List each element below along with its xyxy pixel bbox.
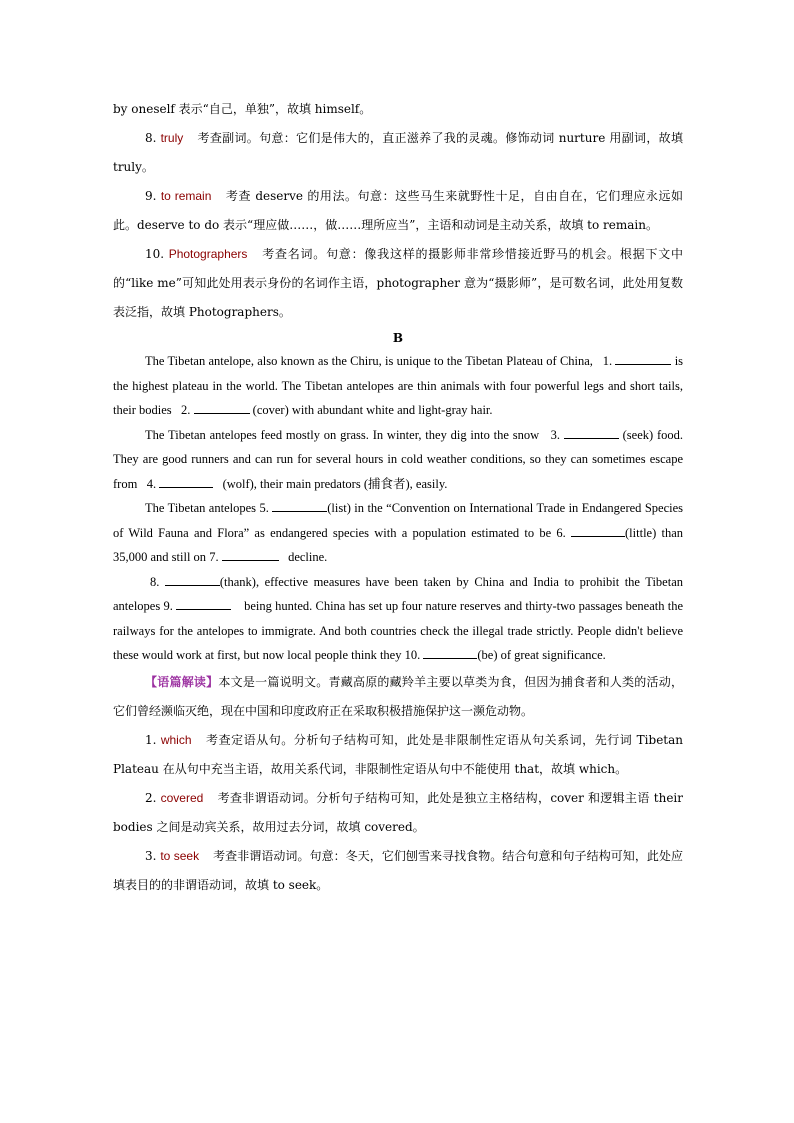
- blank-10[interactable]: [423, 648, 477, 659]
- document-page: [113, 95, 683, 900]
- blank-2[interactable]: [194, 403, 250, 414]
- blank-3[interactable]: [564, 428, 619, 439]
- blank-1[interactable]: [615, 354, 671, 365]
- blank-number-8: 8.: [150, 574, 160, 589]
- passage-paragraph-4: 8. (thank), effective measures have been taken by China and India to prohibit the Tibetan antelopes 9. being hunted. China has set up four nature reserves and thirty-two passages beneath the railways for the antelopes to immigrate. And both countries check the illegal trade strictly. People didn't believe these would work at first, but now local people think they 10. (be) of great significance.: [113, 574, 684, 662]
- explanation-text: 考查定语从句。分析句子结构可知，此处是非限制性定语从句关系词，先行词 Tibetan Plateau 在从句中充当主语，故用关系代词，非限制性定语从句中不能使用 that，故填 which。: [113, 732, 684, 776]
- blank-5[interactable]: [272, 501, 327, 512]
- answer-text: to remain: [160, 189, 212, 203]
- blank-7[interactable]: [222, 550, 279, 561]
- blank-9[interactable]: [176, 599, 231, 610]
- item-number: 3.: [145, 848, 161, 863]
- explanation-text: 考查非谓语动词。句意：冬天，它们刨雪来寻找食物。结合句意和句子结构可知，此处应填表目的的非谓语动词，故填 to seek。: [113, 848, 683, 892]
- analysis-intro: 本文是一篇说明文。青藏高原的藏羚羊主要以草类为食，但因为捕食者和人类的活动，它们曾经濒临灭绝，现在中国和印度政府正在采取积极措施保护这一濒危动物。: [113, 674, 683, 718]
- answer-text: covered: [160, 790, 204, 805]
- answer-text: Photographers: [168, 247, 248, 261]
- blank-number-6: 6.: [556, 525, 566, 540]
- blank-4[interactable]: [159, 477, 213, 488]
- blank-8[interactable]: [165, 575, 220, 586]
- blank-6[interactable]: [571, 526, 625, 537]
- answer-item-9: [113, 182, 683, 240]
- explanation-text: 考查非谓语动词。分析句子结构可知，此处是独立主格结构，cover 和逻辑主语 their bodies 之间是动宾关系，故用过去分词，故填 covered。: [113, 790, 684, 834]
- blank-number-10: 10.: [404, 648, 421, 662]
- passage-paragraph-2: The Tibetan antelopes feed mostly on grass. In winter, they dig into the snow 3. (seek) food. They are good runners and can run for several hours in cold weather conditions, so they can sometimes escape from 4. (wolf), their main predators (捕食者), easily.: [113, 427, 684, 491]
- item-number: 1.: [145, 732, 161, 747]
- blank-number-4: 4.: [146, 476, 157, 491]
- blank-number-3: 3.: [550, 427, 560, 442]
- answer-line-himself: by oneself 表示“自己，单独”，故填 himself。: [113, 102, 372, 116]
- blank-number-7: 7.: [209, 550, 219, 564]
- blank-number-9: 9.: [163, 599, 173, 613]
- analysis-item-1: [113, 726, 683, 784]
- analysis-item-2: [113, 784, 683, 842]
- explanation-text: 考查副词。句意：它们是伟大的，直正滋养了我的灵魂。修饰动词 nurture 用副词，故填 truly。: [113, 131, 683, 174]
- item-number: 2.: [145, 790, 161, 805]
- passage-paragraph-1: The Tibetan antelope, also known as the Chiru, is unique to the Tibetan Plateau of China, 1. is the highest plateau in the world. The Tibetan antelopes are thin animals with four powerful legs and short tails, their bodies 2. (cover) with abundant white and light-gray hair.: [113, 354, 684, 417]
- explanation-text: 考查 deserve 的用法。句意：这些马生来就野性十足，自由自在，它们理应永远如此。deserve to do 表示“理应做……，做……理所应当”，主语和动词是主动关系，故填 to remain。: [113, 189, 683, 232]
- analysis-item-3: [113, 842, 683, 900]
- analysis-tag: 【语篇解读】: [145, 674, 219, 689]
- answer-text: to seek: [160, 848, 200, 863]
- passage-paragraph-3: The Tibetan antelopes 5. (list) in the “Convention on International Trade in Endangered Species of Wild Fauna and Flora” as endangered species with a population estimated to be 6. (little) than 35,000 and still on 7. decline.: [113, 501, 684, 564]
- blank-number-2: 2.: [181, 403, 191, 417]
- blank-number-5: 5.: [259, 501, 269, 515]
- item-number: 8.: [145, 131, 161, 145]
- section-heading-b: B: [392, 331, 404, 345]
- answer-item-8: [113, 124, 683, 182]
- answer-text: which: [160, 732, 192, 747]
- answer-item-10: [113, 240, 683, 327]
- explanation-text: 考查名词。句意：像我这样的摄影师非常珍惜接近野马的机会。根据下文中的“like me”可知此处用表示身份的名词作主语，photographer 意为“摄影师”，是可数名词，此处用复数表泛指，故填 Photographers。: [113, 247, 683, 319]
- item-number: 10.: [145, 247, 169, 261]
- passage-analysis: [113, 668, 683, 726]
- blank-number-1: 1.: [602, 354, 613, 368]
- answer-text: truly: [160, 131, 184, 145]
- item-number: 9.: [145, 189, 161, 203]
